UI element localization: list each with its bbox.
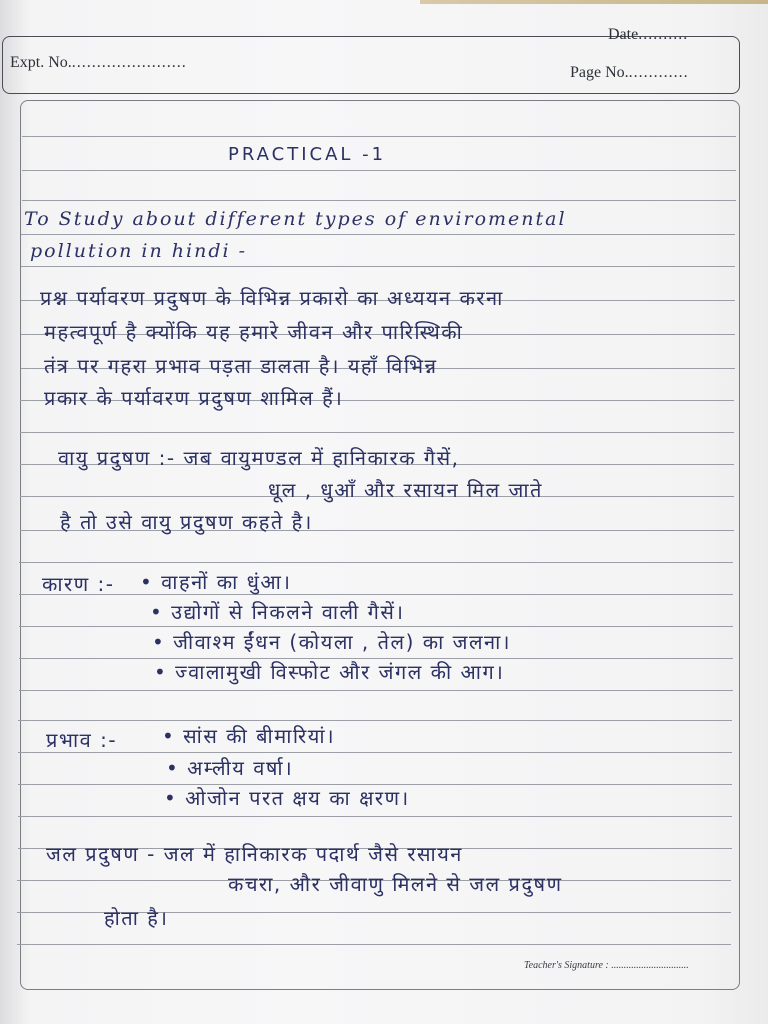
ruled-line <box>18 752 732 753</box>
ruled-line <box>22 170 736 171</box>
water-pollution-line-1: जल प्रदुषण - जल में हानिकारक पदार्थ जैसे रसायन <box>46 842 463 866</box>
air-pollution-line-1: वायु प्रदुषण :- जब वायुमण्डल में हानिकारक गैसें, <box>58 446 460 470</box>
cause-item-1: • वाहनों का धुंआ। <box>140 570 292 594</box>
date-dots: .......... <box>638 26 689 43</box>
effect-item-2-text: अम्लीय वर्षा। <box>187 756 294 780</box>
causes-label: कारण :- <box>42 572 115 596</box>
cause-item-4-text: ज्वालामुखी विस्फोट और जंगल की आग। <box>175 660 505 684</box>
ruled-line <box>17 944 731 945</box>
ruled-line <box>21 266 735 267</box>
intro-line-1: प्रश्न पर्यावरण प्रदुषण के विभिन्न प्रकारो का अध्ययन करना <box>40 286 504 310</box>
cause-item-1-text: वाहनों का धुंआ। <box>161 570 292 594</box>
ruled-line <box>19 562 733 563</box>
teacher-signature-field <box>524 960 689 971</box>
cause-item-3: • जीवाश्म ईंधन (कोयला , तेल) का जलना। <box>152 630 511 654</box>
cause-item-4: • ज्वालामुखी विस्फोट और जंगल की आग। <box>154 660 505 684</box>
expt-no-label: Expt. No. <box>10 54 72 71</box>
ruled-line <box>19 594 733 595</box>
ruled-line <box>18 720 732 721</box>
page-no-dots: ............ <box>628 64 689 81</box>
effect-item-2: • अम्लीय वर्षा। <box>166 756 294 780</box>
ruled-line <box>21 234 735 235</box>
teacher-signature-dots: ............................... <box>611 960 689 971</box>
effect-item-1: • सांस की बीमारियां। <box>162 724 336 748</box>
page-top-strip <box>420 0 768 4</box>
aim-line-2: pollution in hindi - <box>30 240 248 262</box>
ruled-line <box>20 432 734 433</box>
expt-no-field <box>10 54 187 72</box>
effect-item-3: • ओजोन परत क्षय का क्षरण। <box>164 786 410 810</box>
cause-item-2-text: उद्योगों से निकलने वाली गैसें। <box>171 600 405 624</box>
aim-line-1: To Study about different types of enviromental <box>24 208 567 230</box>
effects-label: प्रभाव :- <box>46 728 118 752</box>
air-pollution-line-2: धूल , धुआँ और रसायन मिल जाते <box>268 478 543 502</box>
date-field <box>608 26 688 44</box>
intro-line-2: महत्वपूर्ण है क्योंकि यह हमारे जीवन और पारिस्थिकी <box>44 320 464 344</box>
cause-item-3-text: जीवाश्म ईंधन (कोयला , तेल) का जलना। <box>173 630 511 654</box>
ruled-line <box>22 200 736 201</box>
page-no-field <box>570 64 689 82</box>
date-label: Date <box>608 26 639 43</box>
ruled-line <box>19 690 733 691</box>
teacher-signature-label: Teacher's Signature : <box>524 960 609 971</box>
practical-title: PRACTICAL -1 <box>228 144 387 165</box>
water-pollution-line-2: कचरा, और जीवाणु मिलने से जल प्रदुषण <box>228 872 563 896</box>
ruled-line <box>18 816 732 817</box>
cause-item-2: • उद्योगों से निकलने वाली गैसें। <box>150 600 405 624</box>
effect-item-3-text: ओजोन परत क्षय का क्षरण। <box>185 786 410 810</box>
page-no-label: Page No. <box>570 64 629 81</box>
water-pollution-line-3: होता है। <box>104 906 169 930</box>
air-pollution-line-3: है तो उसे वायु प्रदुषण कहते है। <box>60 510 313 534</box>
intro-line-3: तंत्र पर गहरा प्रभाव पड़ता डालता है। यहाँ विभिन्न <box>44 354 438 378</box>
effect-item-1-text: सांस की बीमारियां। <box>183 724 336 748</box>
ruled-line <box>22 136 736 137</box>
expt-no-dots: ....................... <box>71 54 187 71</box>
intro-line-4: प्रकार के पर्यावरण प्रदुषण शामिल हैं। <box>44 386 344 410</box>
